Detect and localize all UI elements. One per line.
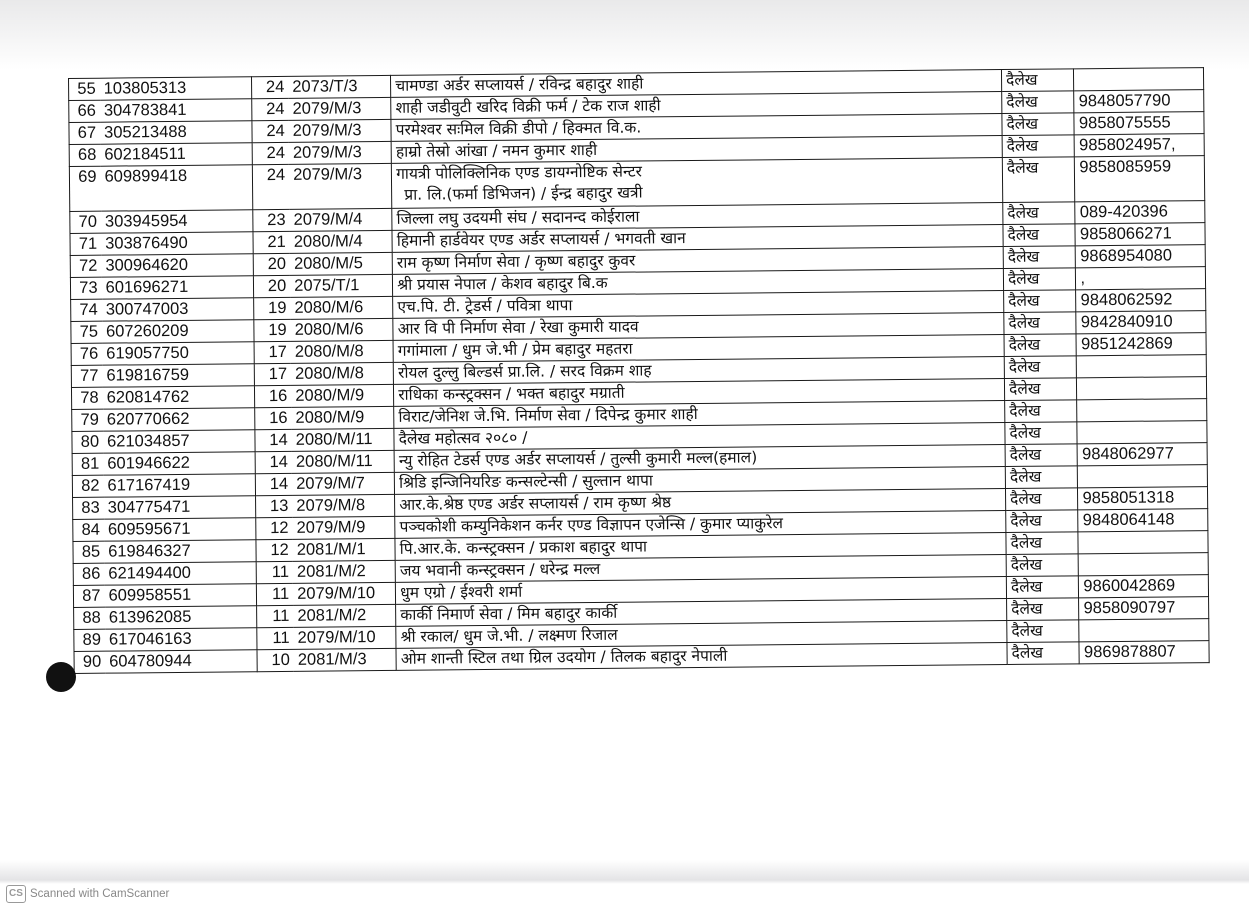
registration-code-cell: 2079/M/3	[289, 163, 392, 209]
phone-cell	[1078, 531, 1208, 554]
firm-name-cell: जिल्ला लघु उदयमी संघ / सदानन्द कोईराला	[392, 203, 1003, 231]
serial-number-cell: 73	[70, 277, 101, 299]
serial-number-cell: 77	[71, 365, 102, 387]
pan-number-cell: 609958551	[104, 584, 256, 607]
count-cell: 16	[254, 407, 291, 429]
count-cell: 12	[255, 517, 292, 539]
serial-number-cell: 75	[71, 321, 102, 343]
firm-name-cell: रोयल दुल्लु बिल्डर्स प्रा.लि. / सरद विक्रम शाह	[393, 357, 1004, 385]
phone-cell	[1077, 377, 1207, 400]
registration-code-cell: 2079/M/3	[289, 119, 392, 142]
district-cell: दैलेख	[1003, 224, 1076, 247]
firm-name-cell: कार्की निमार्ण सेवा / मिम बहादुर कार्की	[396, 599, 1007, 627]
firm-name-cell: आर.के.श्रेष्ठ एण्ड अर्डर सप्लायर्स / राम कृष्ण श्रेष्ठ	[395, 489, 1006, 517]
firm-name-cell: हाम्रो तेस्रो आंखा / नमन कुमार शाही	[391, 136, 1002, 164]
serial-number-cell: 83	[73, 497, 104, 519]
district-cell: दैलेख	[1004, 290, 1077, 313]
firm-name-cell: पञ्चकोशी कम्युनिकेशन कर्नर एण्ड विज्ञापन एजेन्सि / कुमार प्याकुरेल	[395, 511, 1006, 539]
registration-code-cell: 2080/M/4	[290, 230, 393, 253]
pan-number-cell: 613962085	[105, 606, 257, 629]
district-cell: दैलेख	[1007, 642, 1080, 665]
registration-code-cell: 2081/M/2	[293, 560, 396, 583]
count-cell: 11	[256, 605, 293, 627]
serial-number-cell: 87	[73, 585, 104, 607]
pan-number-cell: 609595671	[104, 518, 256, 541]
count-cell: 13	[255, 495, 292, 517]
serial-number-cell: 88	[74, 607, 105, 629]
registration-code-cell: 2079/M/3	[289, 141, 392, 164]
registration-code-cell: 2080/M/11	[292, 428, 395, 451]
count-cell: 17	[254, 363, 291, 385]
registration-code-cell: 2080/M/6	[290, 296, 393, 319]
pan-number-cell: 304775471	[104, 496, 256, 519]
pan-number-cell: 304783841	[100, 99, 252, 122]
serial-number-cell: 55	[69, 78, 100, 100]
firm-name-cell: शाही जडीवुटी खरिद विक्री फर्म / टेक राज शाही	[391, 92, 1002, 120]
phone-cell: 9848062592	[1076, 289, 1206, 312]
pan-number-cell: 620770662	[103, 408, 255, 431]
phone-cell: 089-420396	[1075, 201, 1205, 224]
registration-code-cell: 2081/M/2	[293, 604, 396, 627]
district-cell: दैलेख	[1005, 422, 1078, 445]
phone-cell: 9842840910	[1076, 311, 1206, 334]
phone-cell: 9860042869	[1079, 575, 1209, 598]
serial-number-cell: 71	[70, 233, 101, 255]
firm-name-cell: श्रिडि इन्जिनियरिङ कन्सल्टेन्सी / सुल्तान थापा	[395, 467, 1006, 495]
firm-name-cell: एच.पि. टी. ट्रेडर्स / पवित्रा थापा	[393, 291, 1004, 319]
firm-name-cell: आर वि पी निर्माण सेवा / रेखा कुमारी यादव	[393, 313, 1004, 341]
phone-cell: 9851242869	[1076, 333, 1206, 356]
firm-name-cell: हिमानी हार्डवेयर एण्ड अर्डर सप्लायर्स / भगवती खान	[392, 225, 1003, 253]
district-cell: दैलेख	[1005, 466, 1078, 489]
registration-code-cell: 2079/M/10	[294, 626, 397, 649]
registration-code-cell: 2073/T/3	[288, 75, 391, 98]
firm-name-cell: राधिका कन्स्ट्रक्सन / भक्त बहादुर मग्राती	[394, 379, 1005, 407]
phone-cell: 9868954080	[1076, 245, 1206, 268]
firm-name-cell: परमेश्वर सःमिल विक्री डीपो / हिक्मत वि.क.	[391, 114, 1002, 142]
serial-number-cell: 80	[72, 431, 103, 453]
phone-cell	[1079, 619, 1209, 642]
district-cell: दैलेख	[1007, 620, 1080, 643]
registration-code-cell: 2080/M/9	[291, 406, 394, 429]
serial-number-cell: 79	[72, 409, 103, 431]
pan-number-cell: 103805313	[100, 77, 252, 100]
pan-number-cell: 609899418	[100, 165, 252, 211]
pan-number-cell: 601946622	[103, 452, 255, 475]
count-cell: 23	[252, 209, 289, 231]
firm-name-cell: जय भवानी कन्स्ट्रक्सन / धरेन्द्र मल्ल	[395, 555, 1006, 583]
pan-number-cell: 617167419	[103, 474, 255, 497]
serial-number-cell: 78	[71, 387, 102, 409]
registration-code-cell: 2080/M/8	[291, 362, 394, 385]
pan-number-cell: 617046163	[105, 628, 257, 651]
pan-number-cell: 619816759	[102, 364, 254, 387]
count-cell: 24	[251, 76, 288, 98]
serial-number-cell: 67	[69, 122, 100, 144]
serial-number-cell: 84	[73, 519, 104, 541]
pan-number-cell: 619846327	[104, 540, 256, 563]
punch-hole-mark	[46, 662, 76, 692]
serial-number-cell: 72	[70, 255, 101, 277]
district-cell: दैलेख	[1004, 312, 1077, 335]
serial-number-cell: 69	[69, 166, 101, 211]
registration-code-cell: 2081/M/3	[294, 648, 397, 671]
phone-cell	[1077, 399, 1207, 422]
district-cell: दैलेख	[1003, 268, 1076, 291]
firm-name-cell: चामण्डा अर्डर सप्लायर्स / रविन्द्र बहादुर शाही	[391, 70, 1002, 98]
count-cell: 21	[252, 231, 289, 253]
count-cell: 24	[252, 142, 289, 164]
pan-number-cell: 305213488	[100, 121, 252, 144]
count-cell: 24	[251, 120, 288, 142]
serial-number-cell: 86	[73, 563, 104, 585]
registration-code-cell: 2079/M/7	[292, 472, 395, 495]
registration-code-cell: 2075/T/1	[290, 274, 393, 297]
count-cell: 24	[251, 98, 288, 120]
count-cell: 11	[256, 583, 293, 605]
firm-name-cell: दैलेख महोत्सव २०८० /	[394, 423, 1005, 451]
district-cell: दैलेख	[1005, 444, 1078, 467]
watermark-text: Scanned with CamScanner	[30, 888, 170, 900]
serial-number-cell: 85	[73, 541, 104, 563]
phone-cell: 9848057790	[1074, 90, 1204, 113]
serial-number-cell: 70	[70, 211, 101, 233]
district-cell: दैलेख	[1006, 488, 1079, 511]
registration-code-cell: 2081/M/1	[293, 538, 396, 561]
serial-number-cell: 82	[72, 475, 103, 497]
pan-number-cell: 619057750	[102, 342, 254, 365]
district-cell: दैलेख	[1002, 69, 1075, 92]
registration-code-cell: 2079/M/9	[292, 516, 395, 539]
firm-name-line1: गायत्री पोलिक्लिनिक एण्ड डायग्नोष्टिक सेन्टर	[396, 162, 643, 183]
serial-number-cell: 76	[71, 343, 102, 365]
phone-cell: 9848064148	[1078, 509, 1208, 532]
count-cell: 24	[252, 164, 290, 209]
district-cell: दैलेख	[1002, 157, 1075, 203]
district-cell: दैलेख	[1006, 532, 1079, 555]
district-cell: दैलेख	[1005, 400, 1078, 423]
firm-name-line2: प्रा. लि.(फर्मा डिभिजन) / ईन्द्र बहादुर खत्री	[404, 183, 643, 204]
district-cell: दैलेख	[1004, 378, 1077, 401]
count-cell: 19	[253, 297, 290, 319]
firm-name-cell: न्यु रोहित टेडर्स एण्ड अर्डर सप्लायर्स / तुल्सी कुमारी मल्ल(हमाल)	[394, 445, 1005, 473]
serial-number-cell: 66	[69, 100, 100, 122]
count-cell: 11	[256, 561, 293, 583]
firm-name-cell	[392, 158, 1003, 209]
district-cell: दैलेख	[1002, 91, 1075, 114]
count-cell: 14	[254, 429, 291, 451]
count-cell: 14	[255, 451, 292, 473]
pan-number-cell: 601696271	[102, 276, 254, 299]
district-cell: दैलेख	[1003, 246, 1076, 269]
pan-number-cell: 300964620	[101, 254, 253, 277]
records-table-body	[69, 68, 1210, 674]
count-cell: 12	[255, 539, 292, 561]
phone-cell: 9848062977	[1077, 443, 1207, 466]
pan-number-cell: 621494400	[104, 562, 256, 585]
registration-code-cell: 2080/M/6	[291, 318, 394, 341]
count-cell: 14	[255, 473, 292, 495]
pan-number-cell: 303876490	[101, 232, 253, 255]
phone-cell: 9858085959	[1075, 156, 1205, 202]
pan-number-cell: 620814762	[103, 386, 255, 409]
firm-name-cell: धुम एग्रो / ईश्वरी शर्मा	[396, 577, 1007, 605]
phone-cell: 9858066271	[1075, 223, 1205, 246]
registration-code-cell: 2080/M/5	[290, 252, 393, 275]
firm-name-cell: राम कृष्ण निर्माण सेवा / कृष्ण बहादुर कुवर	[392, 247, 1003, 275]
registration-code-cell: 2079/M/8	[292, 494, 395, 517]
serial-number-cell: 89	[74, 629, 105, 651]
district-cell: दैलेख	[1006, 554, 1079, 577]
firm-name-cell: पि.आर.के. कन्स्ट्रक्सन / प्रकाश बहादुर थापा	[395, 533, 1006, 561]
count-cell: 10	[257, 649, 294, 671]
district-cell: दैलेख	[1006, 510, 1079, 533]
district-cell: दैलेख	[1004, 356, 1077, 379]
phone-cell: ,	[1076, 267, 1206, 290]
phone-cell: 9858024957,	[1075, 134, 1205, 157]
records-table	[68, 67, 1210, 674]
camscanner-logo-icon: CS	[6, 885, 26, 903]
firm-name-cell: विराट/जेनिश जे.भि. निर्माण सेवा / दिपेन्द्र कुमार शाही	[394, 401, 1005, 429]
count-cell: 11	[256, 627, 293, 649]
phone-cell: 9858075555	[1074, 112, 1204, 135]
registration-code-cell: 2079/M/10	[293, 582, 396, 605]
firm-name-cell: श्री रकाल/ धुम जे.भी. / लक्ष्मण रिजाल	[396, 621, 1007, 649]
serial-number-cell: 74	[71, 299, 102, 321]
phone-cell	[1079, 553, 1209, 576]
phone-cell	[1074, 68, 1204, 91]
pan-number-cell: 303945954	[101, 210, 253, 233]
serial-number-cell: 81	[72, 453, 103, 475]
count-cell: 19	[253, 319, 290, 341]
phone-cell	[1078, 465, 1208, 488]
firm-name-cell: श्री प्रयास नेपाल / केशव बहादुर बि.क	[393, 269, 1004, 297]
registration-code-cell: 2080/M/9	[291, 384, 394, 407]
registration-code-cell: 2080/M/8	[291, 340, 394, 363]
phone-cell: 9869878807	[1079, 641, 1209, 664]
registration-code-cell: 2080/M/11	[292, 450, 395, 473]
count-cell: 17	[254, 341, 291, 363]
phone-cell	[1077, 355, 1207, 378]
pan-number-cell: 621034857	[103, 430, 255, 453]
pan-number-cell: 607260209	[102, 320, 254, 343]
count-cell: 20	[253, 253, 290, 275]
phone-cell: 9858090797	[1079, 597, 1209, 620]
serial-number-cell: 68	[69, 144, 100, 166]
district-cell: दैलेख	[1004, 334, 1077, 357]
pan-number-cell: 604780944	[105, 650, 257, 673]
district-cell: दैलेख	[1002, 113, 1075, 136]
count-cell: 20	[253, 275, 290, 297]
district-cell: दैलेख	[1002, 135, 1075, 158]
serial-number-cell: 90	[74, 651, 105, 673]
pan-number-cell: 300747003	[102, 298, 254, 321]
firm-name-cell: गगांमाला / धुम जे.भी / प्रेम बहादुर महतरा	[393, 335, 1004, 363]
phone-cell: 9858051318	[1078, 487, 1208, 510]
registration-code-cell: 2079/M/3	[288, 97, 391, 120]
registration-code-cell: 2079/M/4	[290, 208, 393, 231]
district-cell: दैलेख	[1007, 598, 1080, 621]
phone-cell	[1077, 421, 1207, 444]
pan-number-cell: 602184511	[100, 143, 252, 166]
district-cell: दैलेख	[1006, 576, 1079, 599]
district-cell: दैलेख	[1003, 202, 1076, 225]
count-cell: 16	[254, 385, 291, 407]
scanner-watermark	[6, 885, 169, 903]
firm-name-cell: ओम शान्ती स्टिल तथा ग्रिल उदयोग / तिलक बहादुर नेपाली	[396, 643, 1007, 671]
